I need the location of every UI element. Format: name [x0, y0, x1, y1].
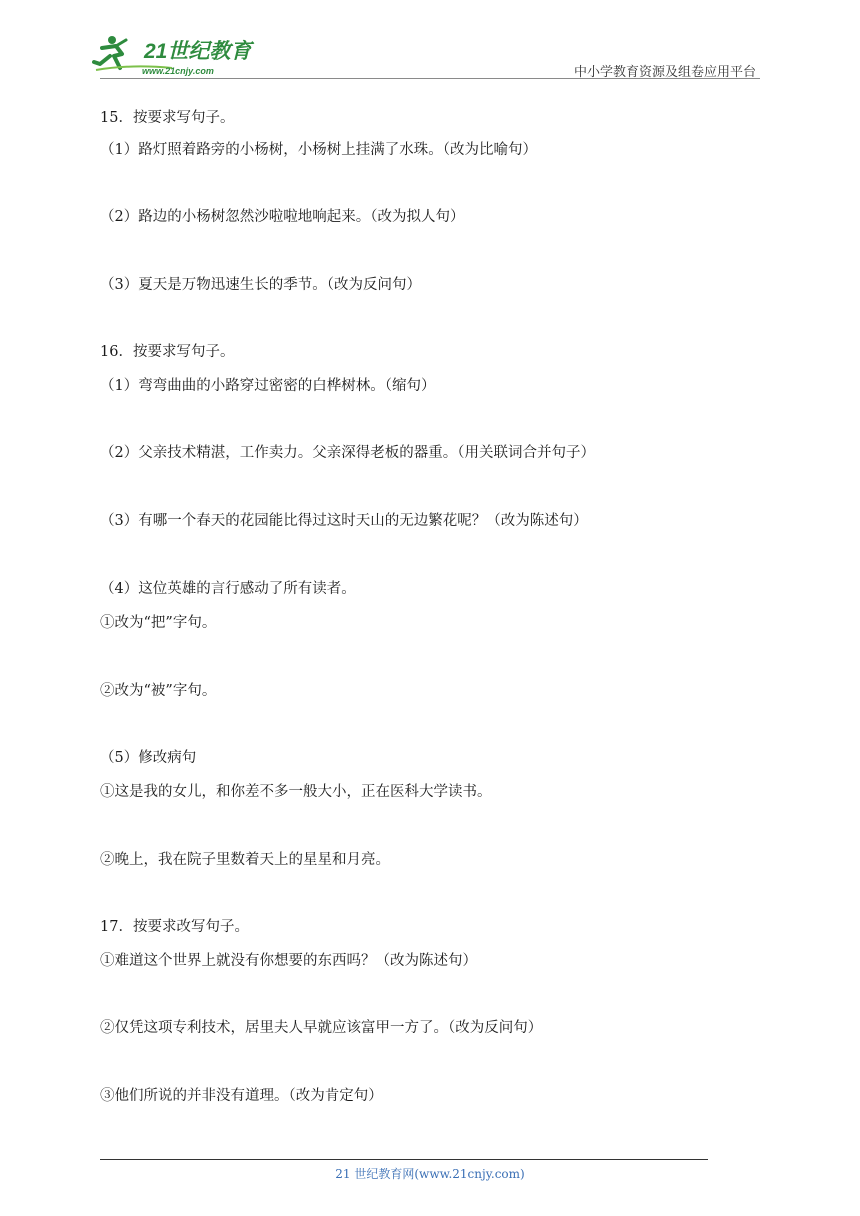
question-16-item-1: （1）弯弯曲曲的小路穿过密密的白桦树林。（缩句） [100, 378, 436, 394]
question-17-title: 17．按要求改写句子。 [100, 919, 249, 935]
platform-label: 中小学教育资源及组卷应用平台 [573, 65, 756, 80]
question-16-item-5-sub-2: ②晚上，我在院子里数着天上的星星和月亮。 [100, 852, 390, 868]
question-16-item-4-sub-2: ②改为“被”字句。 [100, 683, 217, 699]
question-16-item-2: （2）父亲技术精湛，工作卖力。父亲深得老板的器重。（用关联词合并句子） [100, 445, 595, 461]
question-15-title: 15．按要求写句子。 [100, 110, 235, 126]
page-header [0, 0, 860, 80]
site-logo [92, 34, 262, 78]
question-16-item-5: （5）修改病句 [100, 750, 197, 766]
question-15-item-1: （1）路灯照着路旁的小杨树，小杨树上挂满了水珠。（改为比喻句） [100, 142, 537, 158]
question-16-item-3: （3）有哪一个春天的花园能比得过这时天山的无边繁花呢？（改为陈述句） [100, 513, 588, 529]
logo-url: www.21cnjy.com [142, 66, 214, 76]
question-17-item-1: ①难道这个世界上就没有你想要的东西吗？（改为陈述句） [100, 953, 477, 969]
question-17-item-3: ③他们所说的并非没有道理。（改为肯定句） [100, 1088, 383, 1104]
footer-link[interactable]: 21 世纪教育网(www.21cnjy.com) [335, 1167, 525, 1181]
question-16-item-4-sub-1: ①改为“把”字句。 [100, 615, 217, 631]
footer-divider [100, 1159, 708, 1160]
question-15-item-2: （2）路边的小杨树忽然沙啦啦地响起来。（改为拟人句） [100, 209, 465, 225]
question-17-item-2: ②仅凭这项专利技术，居里夫人早就应该富甲一方了。（改为反问句） [100, 1020, 543, 1036]
question-15-item-3: （3）夏天是万物迅速生长的季节。（改为反问句） [100, 277, 421, 293]
question-16-item-4: （4）这位英雄的言行感动了所有读者。 [100, 581, 356, 597]
question-16-item-5-sub-1: ①这是我的女儿，和你差不多一般大小，正在医科大学读书。 [100, 784, 492, 800]
header-divider [100, 78, 760, 79]
question-16-title: 16．按要求写句子。 [100, 344, 235, 360]
logo-text: 21世纪教育 [144, 40, 252, 63]
